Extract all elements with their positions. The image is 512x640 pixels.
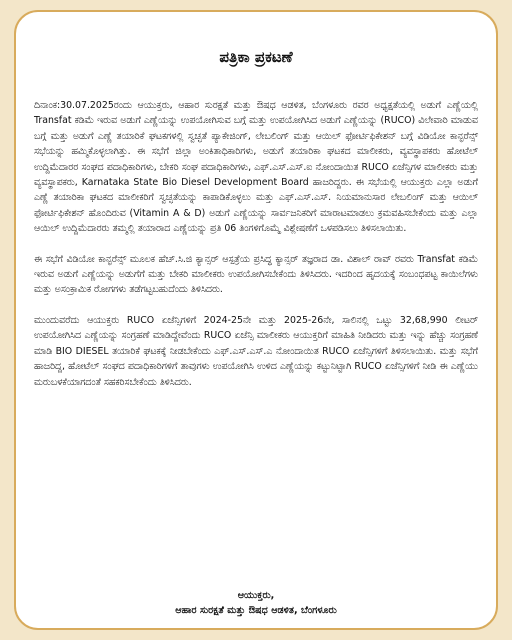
body-paragraph-1: ದಿನಾಂಕ:30.07.2025ರಂದು ಆಯುಕ್ತರು, ಆಹಾರ ಸುರಕ್ಷತೆ ಮತ್ತು ಔಷಧ ಆಡಳಿತ, ಬೆಂಗಳೂರು ರವರ ಅಧ್ಯಕ್ಷತೆಯಲ್ಲಿ ಅಡುಗೆ ಎಣ್ಣೆಯಲ್ಲಿ Transfat ಕಡಿಮೆ ಇರುವ ಅಡುಗೆ ಎಣ್ಣೆಯನ್ನು ಉಪಯೋಗಿಸುವ ಬಗ್ಗೆ ಮತ್ತು ಉಪಯೋಗಿಸಿದ ಅಡುಗೆ ಎಣ್ಣೆಯನ್ನು (RUCO) ವಿಲೇವಾರಿ ಮಾಡುವ ಬಗ್ಗೆ ಮತ್ತು ಅಡುಗೆ ಎಣ್ಣೆ ತಯಾರಿಕೆ ಘಟಕಗಳಲ್ಲಿ ಸ್ವಚ್ಛತೆ ಪ್ಯಾಕೇಜಿಂಗ್, ಲೇಬಲಿಂಗ್ ಮತ್ತು ಆಯಿಲ್ ಫೋರ್ಟಿಫಿಕೇಶನ್ ಬಗ್ಗೆ ವಿಡಿಯೋ ಕಾನ್ಫರೆನ್ಸ್ ಸಭೆಯನ್ನು ಹಮ್ಮಿಕೊಳ್ಳಲಾಗಿತ್ತು. ಈ ಸಭೆಗೆ ಜಿಲ್ಲಾ ಅಂಕಿತಾಧಿಕಾರಿಗಳು, ಅಡುಗೆ ತಯಾರಿಕಾ ಘಟಕದ ಮಾಲೀಕರು, ವ್ಯವಸ್ಥಾಪಕರು ಹೋಟೆಲ್ ಉದ್ದಿಮೆದಾರರ ಸಂಘದ ಪದಾಧಿಕಾರಿಗಳು, ಬೇಕರಿ ಸಂಘ ಪದಾಧಿಕಾರಿಗಳು, ಎಫ್.ಎಸ್.ಎಸ್.ಐ ನೋಂದಾಯಿತ RUCO ಏಜೆನ್ಸಿಗಳ ಮಾಲೀಕರು ಮತ್ತು ವ್ಯವಸ್ಥಾಪಕರು, Karnataka State Bio Diesel Development Board ಹಾಜರಿದ್ದರು. ಈ ಸಭೆಯಲ್ಲಿ ಆಯುಕ್ತರು ಎಲ್ಲಾ ಅಡುಗೆ ಎಣ್ಣೆ ತಯಾರಿಕಾ ಘಟಕದ ಮಾಲೀಕರಿಗೆ ಸ್ವಚ್ಛತೆಯನ್ನು ಕಾಪಾಡಿಕೊಳ್ಳಲು ಮತ್ತು ಎಫ್.ಎಸ್.ಎಸ್. ನಿಯಮಾನುಸಾರ ಲೇಬಲಿಂಗ್ ಮತ್ತು ಆಯಿಲ್ ಫೋರ್ಟಿಫಿಕೇಶನ್ ಹೊಂದಿರುವ (Vitamin A & D) ಅಡುಗೆ ಎಣ್ಣೆಯನ್ನು ಸಾರ್ವಜನಿಕರಿಗೆ ಮಾರಾಟಮಾಡಲು ಕ್ರಮವಹಿಸಬೇಕೆಂದು ಮತ್ತು ಎಲ್ಲಾ ಆಯಿಲ್ ಉದ್ದಿಮೆದಾರರು ತಮ್ಮಲ್ಲಿ ತಯಾರಾದ ಎಣ್ಣೆಯನ್ನು ಪ್ರತಿ 06 ತಿಂಗಳಿಗೊಮ್ಮೆ ವಿಶ್ಲೇಷಣೆಗೆ ಒಳಪಡಿಸಲು ತಿಳಿಸಲಾಯಿತು. (34, 100, 478, 235)
press-release-card (14, 10, 498, 630)
signature-office: ಆಹಾರ ಸುರಕ್ಷತೆ ಮತ್ತು ಔಷಧ ಆಡಳಿತ, ಬೆಂಗಳೂರು (175, 605, 337, 616)
signature-title: ಆಯುಕ್ತರು, (237, 590, 275, 601)
body-paragraph-3: ಮುಂದುವರೆದು ಆಯುಕ್ತರು RUCO ಏಜೆನ್ಸಿಗಳಿಗೆ 2024-25ನೇ ಮತ್ತು 2025-26ನೇ, ಸಾಲಿನಲ್ಲಿ ಒಟ್ಟು 32,68,990 ಲೀಟರ್ ಉಪಯೋಗಿಸಿದ ಎಣ್ಣೆಯನ್ನು ಸಂಗ್ರಹಣೆ ಮಾಡಿದ್ದೇವೆಂದು RUCO ಏಜೆನ್ಸಿ ಮಾಲೀಕರು ಆಯುಕ್ತರಿಗೆ ಮಾಹಿತಿ ನೀಡಿದರು ಮತ್ತು ಇನ್ನು ಹೆಚ್ಚು ಸಂಗ್ರಹಣೆ ಮಾಡಿ BIO DIESEL ತಯಾರಿಕೆ ಘಟಕಕ್ಕೆ ನೀಡಬೇಕೆಂದು ಎಫ್.ಎಸ್.ಎಸ್.ಎ ನೋಂದಾಯಿತ RUCO ಏಜೆನ್ಸಿಗಳಿಗೆ ತಿಳಿಸಲಾಯಿತು. ಮತ್ತು ಸಭೆಗೆ ಹಾಜರಿದ್ದ, ಹೋಟೆಲ್ ಸಂಘದ ಪದಾಧಿಕಾರಿಗಳಿಗೆ ತಾವುಗಳು ಉಪಯೋಗಿಸಿ ಉಳಿದ ಎಣ್ಣೆಯನ್ನು ಕಟ್ಟುನಿಟ್ಟಾಗಿ RUCO ಏಜೆನ್ಸಿಗಳಿಗೆ ನೀಡಿ ಈ ಎಣ್ಣೆಯು ಮರುಬಳಕೆಯಾಗದಂತೆ ಸಹಕರಿಸಬೇಕೆಂದು ತಿಳಿಸಿದರು. (34, 314, 478, 388)
body-paragraph-2: ಈ ಸಭೆಗೆ ವಿಡಿಯೋ ಕಾನ್ಫರೆನ್ಸ್ ಮೂಲಕ ಹೆಚ್.ಸಿ.ಜಿ ಕ್ಯಾನ್ಸರ್ ಆಸ್ಪತ್ರೆಯ ಪ್ರಸಿದ್ಧ ಕ್ಯಾನ್ಸರ್ ತಜ್ಞರಾದ ಡಾ. ವಿಶಾಲ್ ರಾವ್ ರವರು Transfat ಕಡಿಮೆ ಇರುವ ಅಡುಗೆ ಎಣ್ಣೆಯನ್ನು ಅಡುಗೆಗೆ ಮತ್ತು ಬೇಕರಿ ಮಾಲೀಕರು ಉಪಯೋಗಿಸಬೇಕೆಂದು ತಿಳಿಸಿದರು. ಇದರಿಂದ ಹೃದಯಕ್ಕೆ ಸಂಬಂಧಪಟ್ಟ ಕಾಯಿಲೆಗಳು ಮತ್ತು ಅಸಂಕ್ರಾಮಿಕ ರೋಗಗಳು ತಡೆಗಟ್ಟಬಹುದೆಂದು ತಿಳಿಸಿದರು. (34, 253, 478, 296)
signature-block (16, 588, 496, 618)
press-release-body (34, 98, 478, 405)
press-release-title: ಪತ್ರಿಕಾ ಪ್ರಕಟಣೆ (219, 48, 293, 66)
